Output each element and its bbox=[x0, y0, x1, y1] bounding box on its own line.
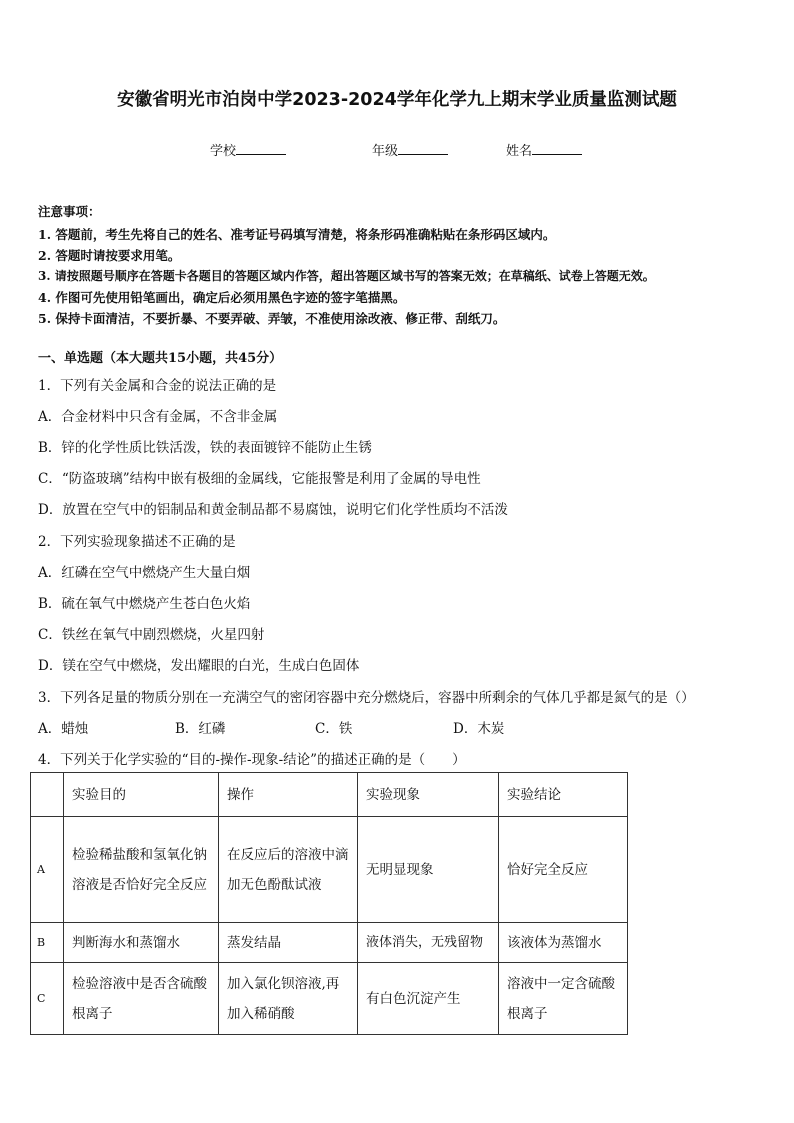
notice-item: 2. 答题时请按要求用笔。 bbox=[38, 248, 181, 263]
table-header-cell: 实验现象 bbox=[358, 773, 499, 817]
grade-label: 年级 bbox=[372, 144, 399, 159]
page-title: 安徽省明光市泊岗中学2023-2024学年化学九上期末学业质量监测试题 bbox=[117, 90, 677, 110]
notice-item: 4. 作图可先使用铅笔画出，确定后必须用黑色字迹的签字笔描黑。 bbox=[38, 290, 406, 305]
notice-block bbox=[38, 203, 768, 329]
table-cell: B bbox=[31, 923, 64, 963]
table-header-cell: 实验结论 bbox=[499, 773, 628, 817]
question-4-table bbox=[30, 772, 628, 1035]
table-cell: 溶液中一定含硫酸根离子 bbox=[499, 963, 628, 1035]
question-3-option: C．铁 bbox=[315, 721, 353, 737]
table-cell: 恰好完全反应 bbox=[499, 817, 628, 923]
table-header-row bbox=[31, 773, 628, 817]
table-header-cell bbox=[31, 773, 64, 817]
table-cell: 有白色沉淀产生 bbox=[358, 963, 499, 1035]
question-3-options bbox=[38, 717, 504, 737]
table-cell: 液体消失，无残留物 bbox=[358, 923, 499, 963]
table-cell: 该液体为蒸馏水 bbox=[499, 923, 628, 963]
table-cell: C bbox=[31, 963, 64, 1035]
table-cell: 无明显现象 bbox=[358, 817, 499, 923]
table-cell: 检验溶液中是否含硫酸根离子 bbox=[64, 963, 219, 1035]
question-1-option: A．合金材料中只含有金属，不含非金属 bbox=[38, 409, 278, 425]
question-1-option: C．“防盗玻璃”结构中嵌有极细的金属线，它能报警是利用了金属的导电性 bbox=[38, 471, 481, 487]
table-header-cell: 操作 bbox=[219, 773, 358, 817]
question-4-stem: 4．下列关于化学实验的“目的-操作-现象-结论”的描述正确的是（ ） bbox=[38, 752, 466, 768]
table-header-cell: 实验目的 bbox=[64, 773, 219, 817]
question-3-option: A．蜡烛 bbox=[38, 721, 89, 737]
table-cell: 判断海水和蒸馏水 bbox=[64, 923, 219, 963]
table-cell: 蒸发结晶 bbox=[219, 923, 358, 963]
question-1-option: D．放置在空气中的铝制品和黄金制品都不易腐蚀，说明它们化学性质均不活泼 bbox=[38, 502, 508, 518]
name-blank bbox=[532, 142, 582, 155]
question-2-option: C．铁丝在氧气中剧烈燃烧，火星四射 bbox=[38, 627, 265, 643]
name-label: 姓名 bbox=[506, 144, 533, 159]
school-label: 学校 bbox=[210, 144, 237, 159]
notice-item: 1. 答题前，考生先将自己的姓名、准考证号码填写清楚，将条形码准确粘贴在条形码区域内。 bbox=[38, 227, 556, 242]
table-cell: 在反应后的溶液中滴加无色酚酞试液 bbox=[219, 817, 358, 923]
school-field bbox=[210, 140, 286, 159]
question-2-stem: 2．下列实验现象描述不正确的是 bbox=[38, 534, 236, 550]
table-cell: 加入氯化钡溶液,再加入稀硝酸 bbox=[219, 963, 358, 1035]
name-field bbox=[506, 140, 582, 159]
notice-item: 5. 保持卡面清洁，不要折暴、不要弄破、弄皱，不准使用涂改液、修正带、刮纸刀。 bbox=[38, 311, 506, 326]
grade-field bbox=[372, 140, 448, 159]
table-row bbox=[31, 817, 628, 923]
table-row bbox=[31, 923, 628, 963]
question-3-option: D．木炭 bbox=[453, 721, 505, 737]
question-2-option: A．红磷在空气中燃烧产生大量白烟 bbox=[38, 565, 251, 581]
table-cell: 检验稀盐酸和氢氧化钠溶液是否恰好完全反应 bbox=[64, 817, 219, 923]
question-1-option: B．锌的化学性质比铁活泼，铁的表面镀锌不能防止生锈 bbox=[38, 440, 372, 456]
grade-blank bbox=[398, 142, 448, 155]
section-heading: 一、单选题（本大题共15小题，共45分） bbox=[38, 351, 283, 366]
question-2-option: B．硫在氧气中燃烧产生苍白色火焰 bbox=[38, 596, 251, 612]
table-row bbox=[31, 963, 628, 1035]
notice-item: 3. 请按照题号顺序在答题卡各题目的答题区域内作答，超出答题区域书写的答案无效；在草稿纸、试卷上答题无效。 bbox=[38, 269, 655, 283]
table-cell: A bbox=[31, 817, 64, 923]
question-3-option: B．红磷 bbox=[175, 721, 226, 737]
question-1-stem: 1．下列有关金属和合金的说法正确的是 bbox=[38, 378, 277, 394]
question-2-option: D．镁在空气中燃烧，发出耀眼的白光，生成白色固体 bbox=[38, 658, 360, 674]
school-blank bbox=[236, 142, 286, 155]
question-3-stem: 3．下列各足量的物质分别在一充满空气的密闭容器中充分燃烧后，容器中所剩余的气体几乎都是氮气的是（） bbox=[38, 690, 695, 706]
notice-heading: 注意事项： bbox=[38, 204, 101, 219]
